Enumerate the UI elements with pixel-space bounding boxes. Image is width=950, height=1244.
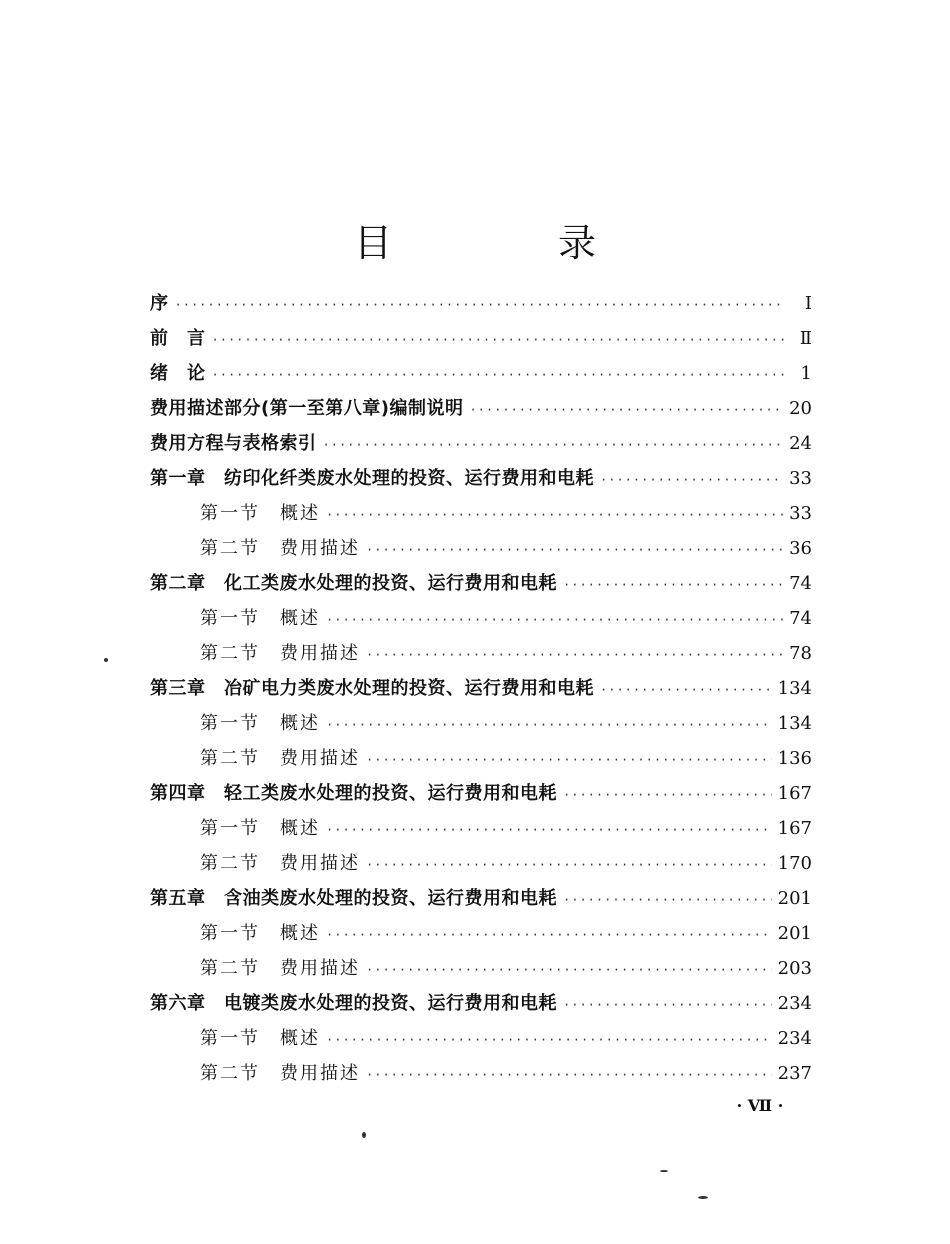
page-title: 目 录: [353, 221, 660, 265]
toc-entry[interactable]: [150, 461, 812, 496]
dot-leader: [366, 848, 772, 883]
toc-entry[interactable]: [150, 986, 812, 1021]
toc-entry-page: 78: [789, 643, 812, 664]
dot-leader: [366, 638, 783, 673]
dot-leader: [563, 988, 772, 1023]
toc-entry-page: 1: [800, 363, 812, 384]
toc-entry[interactable]: [150, 391, 812, 426]
toc-entry[interactable]: [150, 951, 812, 986]
toc-entry-title: 第二节 费用描述: [200, 643, 360, 664]
dot-leader: [326, 813, 772, 848]
dot-leader: [563, 883, 772, 918]
toc-entry-page: 234: [777, 1028, 812, 1049]
toc-entry-title: 第六章 电镀类废水处理的投资、运行费用和电耗: [150, 993, 557, 1014]
toc-entry-page: 74: [789, 573, 812, 594]
toc-entry-title: 第一章 纺印化纤类废水处理的投资、运行费用和电耗: [150, 468, 594, 489]
toc-entry-title: 前 言: [150, 328, 206, 349]
toc-entry-page: 24: [789, 433, 812, 454]
scan-speck: [104, 658, 108, 662]
dot-leader: [212, 323, 785, 358]
toc-entry[interactable]: [150, 776, 812, 811]
dot-leader: [366, 953, 772, 988]
dot-leader: [469, 393, 783, 428]
toc-entry[interactable]: [150, 321, 812, 356]
toc-entry[interactable]: [150, 356, 812, 391]
toc-entry-page: 203: [777, 958, 812, 979]
toc-entry[interactable]: [150, 1056, 812, 1091]
page-number: · Ⅶ ·: [736, 1096, 784, 1115]
toc-entry[interactable]: [150, 531, 812, 566]
toc-entry-title: 第二节 费用描述: [200, 748, 360, 769]
toc-entry-title: 第一节 概述: [200, 608, 320, 629]
toc-entry[interactable]: [150, 636, 812, 671]
toc-entry[interactable]: [150, 881, 812, 916]
dot-leader: [366, 743, 772, 778]
toc-entry-title: 第一节 概述: [200, 818, 320, 839]
toc-entry-title: 第三章 冶矿电力类废水处理的投资、运行费用和电耗: [150, 678, 594, 699]
toc-entry-page: 33: [789, 503, 812, 524]
toc-entry-page: 201: [777, 923, 812, 944]
toc-entry-title: 第一节 概述: [200, 1028, 320, 1049]
toc-entry-page: 33: [789, 468, 812, 489]
toc-entry-page: I: [804, 293, 812, 314]
toc-entry-page: 134: [777, 678, 812, 699]
dot-leader: [600, 463, 783, 498]
toc-entry-title: 第二章 化工类废水处理的投资、运行费用和电耗: [150, 573, 557, 594]
toc-entry[interactable]: [150, 1021, 812, 1056]
toc-entry-page: 74: [789, 608, 812, 629]
toc-entry[interactable]: [150, 706, 812, 741]
toc-entry[interactable]: [150, 496, 812, 531]
dot-leader: [326, 603, 783, 638]
table-of-contents: [150, 286, 812, 1091]
toc-entry-title: 第一节 概述: [200, 503, 320, 524]
dot-leader: [326, 1023, 772, 1058]
toc-entry[interactable]: [150, 846, 812, 881]
scan-speck: [362, 1132, 366, 1138]
toc-entry-title: 费用描述部分(第一至第八章)编制说明: [150, 398, 464, 419]
toc-entry-page: 136: [777, 748, 812, 769]
toc-entry-page: 201: [777, 888, 812, 909]
scan-speck: [698, 1196, 708, 1199]
toc-entry-title: 绪 论: [150, 363, 206, 384]
dot-leader: [600, 673, 772, 708]
dot-leader: [563, 778, 772, 813]
toc-entry-page: Ⅱ: [799, 328, 812, 349]
dot-leader: [326, 708, 772, 743]
toc-entry-title: 第二节 费用描述: [200, 538, 360, 559]
toc-entry[interactable]: [150, 286, 812, 321]
dot-leader: [563, 568, 783, 603]
toc-entry-title: 第二节 费用描述: [200, 853, 360, 874]
toc-entry-page: 234: [777, 993, 812, 1014]
scan-speck: [660, 1170, 668, 1172]
toc-entry-title: 第二节 费用描述: [200, 958, 360, 979]
toc-entry-page: 36: [789, 538, 812, 559]
toc-entry[interactable]: [150, 741, 812, 776]
dot-leader: [326, 498, 783, 533]
toc-entry-page: 20: [789, 398, 812, 419]
toc-entry-title: 第四章 轻工类废水处理的投资、运行费用和电耗: [150, 783, 557, 804]
toc-entry-title: 序: [150, 293, 169, 314]
dot-leader: [366, 533, 783, 568]
toc-entry-title: 第二节 费用描述: [200, 1063, 360, 1084]
toc-entry[interactable]: [150, 916, 812, 951]
toc-entry[interactable]: [150, 671, 812, 706]
dot-leader: [323, 428, 784, 463]
toc-entry[interactable]: [150, 601, 812, 636]
toc-entry-page: 170: [777, 853, 812, 874]
dot-leader: [326, 918, 772, 953]
dot-leader: [366, 1058, 772, 1093]
dot-leader: [212, 358, 785, 393]
toc-entry-page: 237: [777, 1063, 812, 1084]
toc-entry[interactable]: [150, 566, 812, 601]
toc-entry-title: 费用方程与表格索引: [150, 433, 317, 454]
toc-entry-title: 第一节 概述: [200, 923, 320, 944]
toc-entry[interactable]: [150, 811, 812, 846]
toc-entry-page: 167: [777, 818, 812, 839]
toc-entry[interactable]: [150, 426, 812, 461]
toc-entry-title: 第一节 概述: [200, 713, 320, 734]
toc-entry-page: 167: [777, 783, 812, 804]
dot-leader: [175, 288, 785, 323]
toc-entry-title: 第五章 含油类废水处理的投资、运行费用和电耗: [150, 888, 557, 909]
toc-entry-page: 134: [777, 713, 812, 734]
